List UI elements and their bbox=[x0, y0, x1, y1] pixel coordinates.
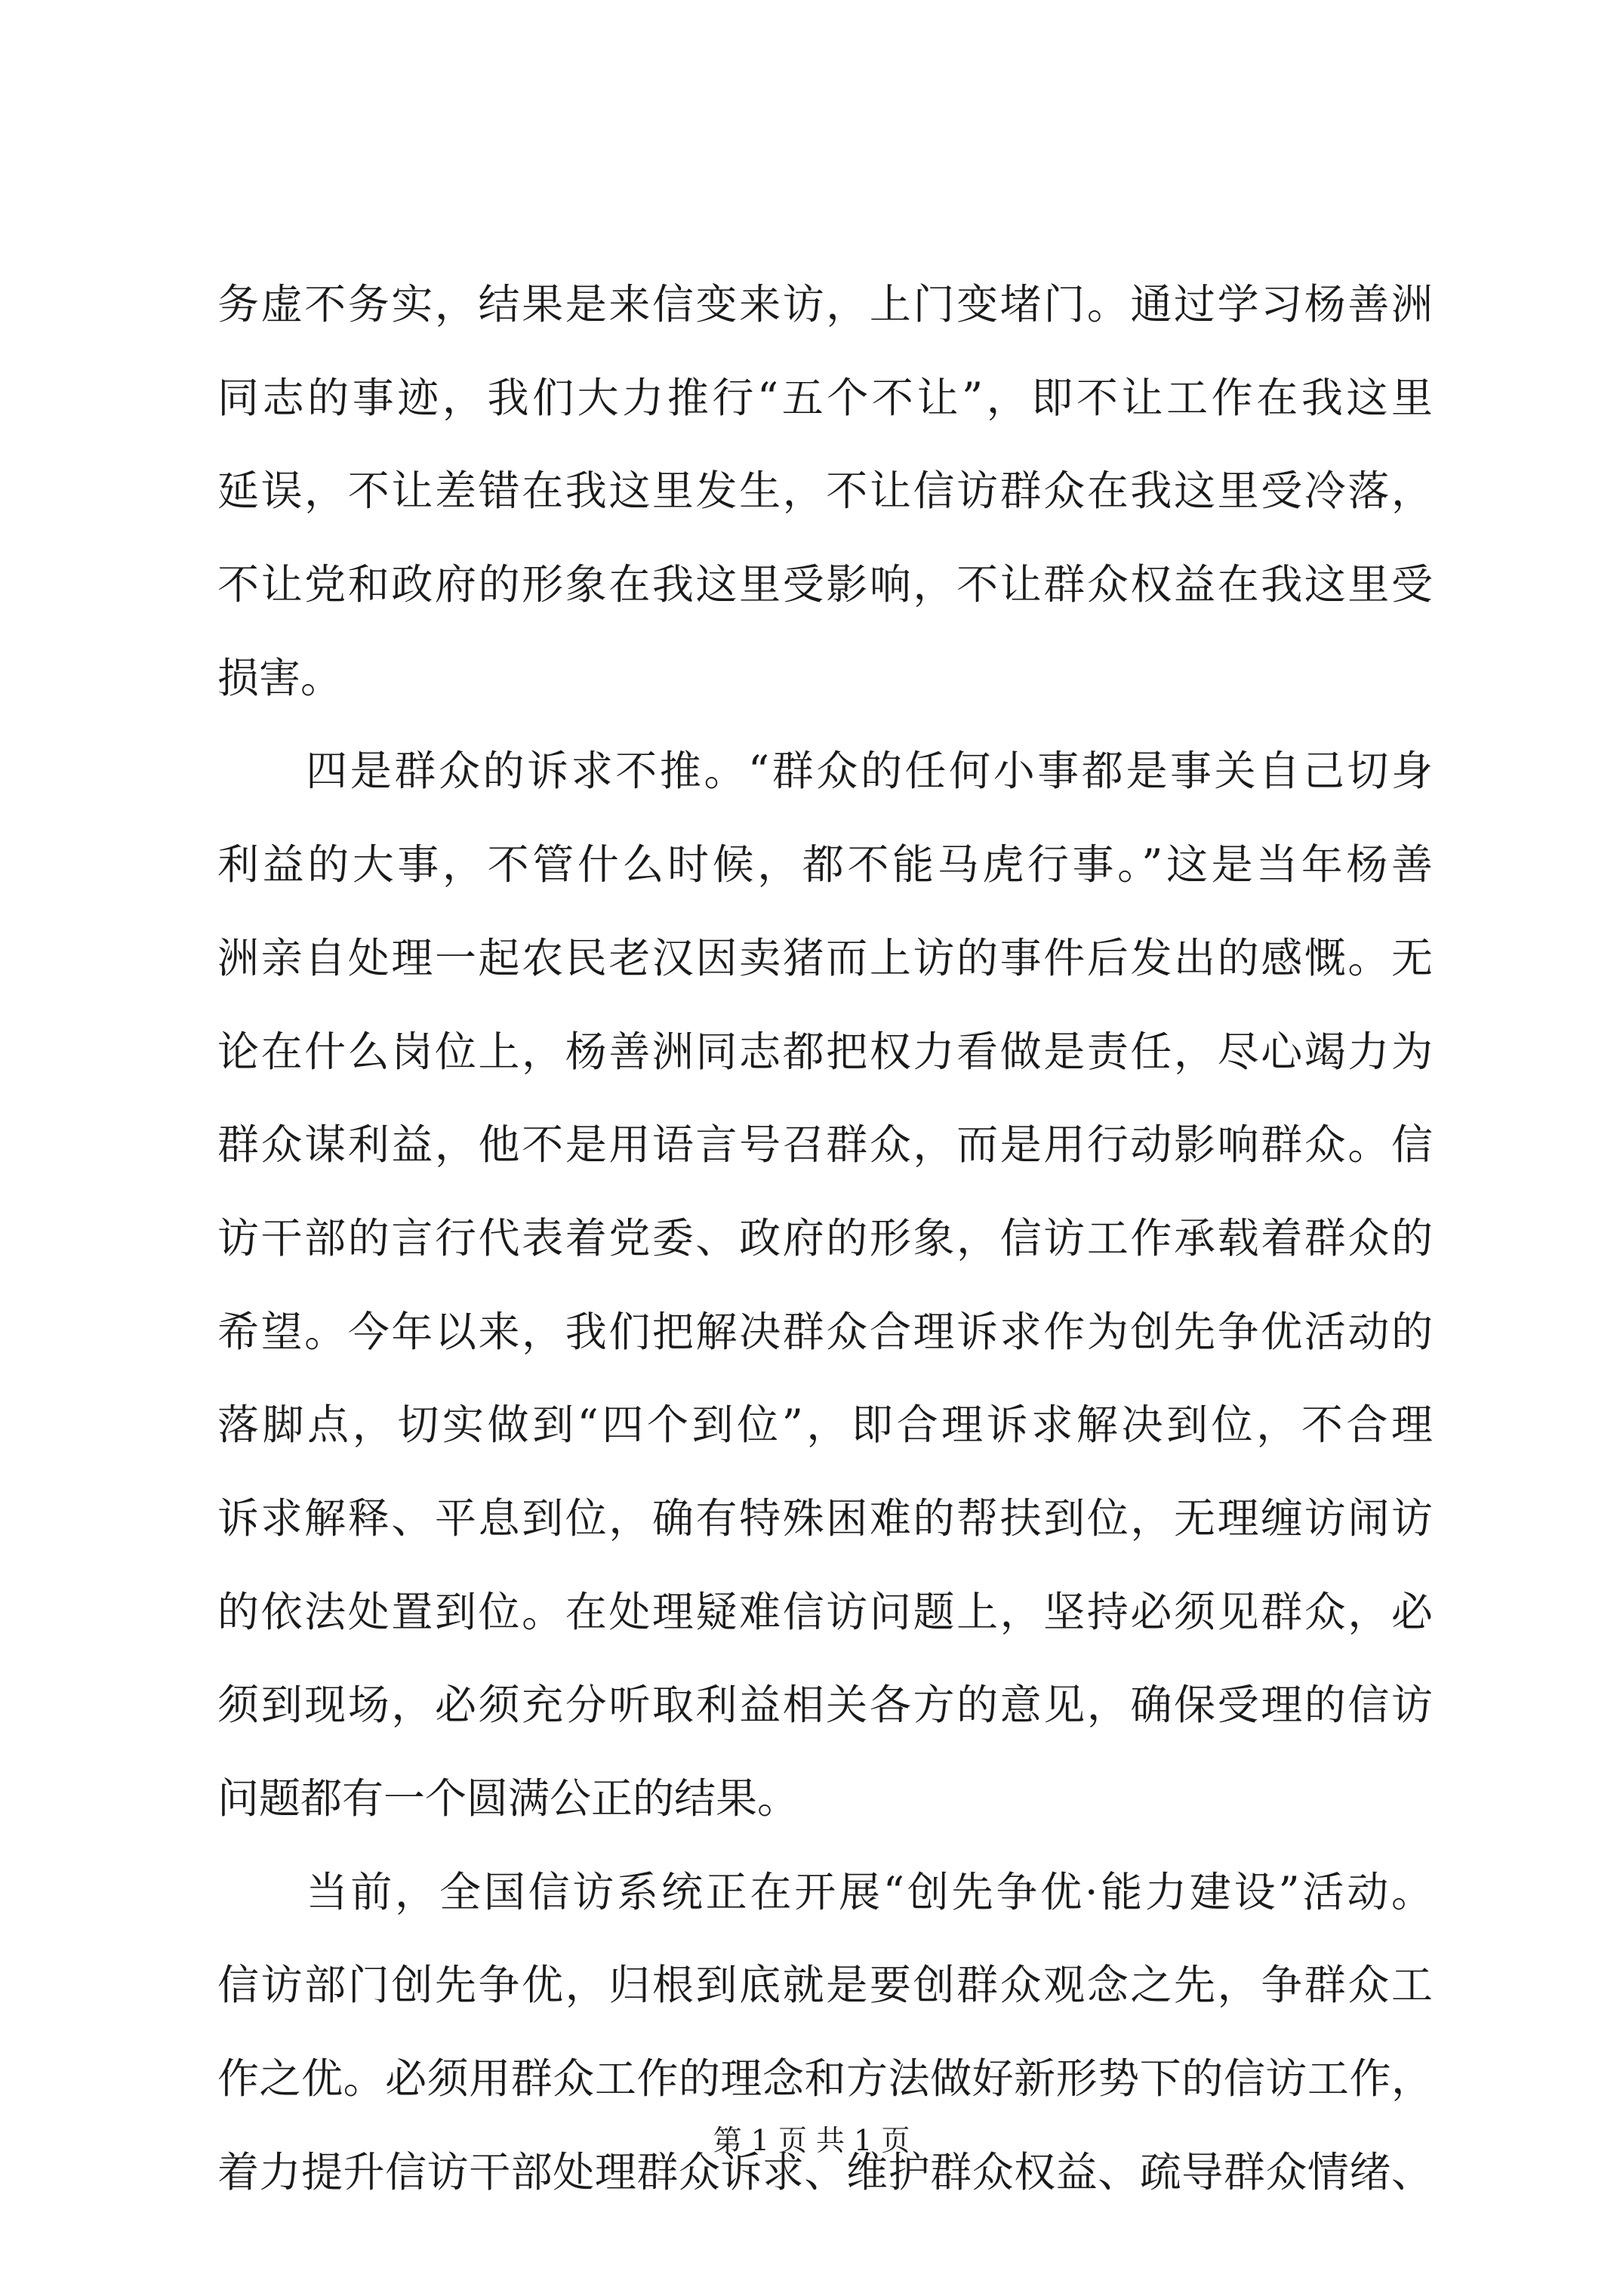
text-line: 同志的事迹，我们大力推行“五个不让”，即不让工作在我这里 bbox=[217, 373, 1433, 422]
text-line: 访干部的言行代表着党委、政府的形象，信访工作承载着群众的 bbox=[217, 1213, 1433, 1262]
text-line: 诉求解释、平息到位，确有特殊困难的帮扶到位，无理缠访闹访 bbox=[217, 1493, 1433, 1542]
text-line: 希望。今年以来，我们把解决群众合理诉求作为创先争优活动的 bbox=[217, 1307, 1433, 1356]
text-line: 延误，不让差错在我这里发生，不让信访群众在我这里受冷落， bbox=[217, 467, 1433, 516]
text-line: 当前，全国信访系统正在开展“创先争优·能力建设”活动。 bbox=[217, 1867, 1433, 1916]
text-line: 问题都有一个圆满公正的结果。 bbox=[217, 1774, 799, 1823]
text-line: 须到现场，必须充分听取利益相关各方的意见，确保受理的信访 bbox=[217, 1681, 1433, 1730]
text-line: 损害。 bbox=[217, 653, 343, 702]
text-line: 论在什么岗位上，杨善洲同志都把权力看做是责任，尽心竭力为 bbox=[217, 1027, 1433, 1076]
text-line: 不让党和政府的形象在我这里受影响，不让群众权益在我这里受 bbox=[217, 560, 1433, 609]
text-line: 利益的大事，不管什么时候，都不能马虎行事。”这是当年杨善 bbox=[217, 840, 1433, 889]
text-line: 信访部门创先争优，归根到底就是要创群众观念之先，争群众工 bbox=[217, 1961, 1433, 2010]
text-line: 的依法处置到位。在处理疑难信访问题上，坚持必须见群众，必 bbox=[217, 1587, 1433, 1636]
body-text bbox=[217, 258, 1433, 2219]
text-line: 着力提升信访干部处理群众诉求、维护群众权益、疏导群众情绪、 bbox=[217, 2147, 1433, 2196]
text-line: 四是群众的诉求不推。“群众的任何小事都是事关自己切身 bbox=[217, 747, 1433, 796]
text-line: 作之优。必须用群众工作的理念和方法做好新形势下的信访工作， bbox=[217, 2054, 1433, 2103]
text-line: 落脚点，切实做到“四个到位”，即合理诉求解决到位，不合理 bbox=[217, 1401, 1433, 1450]
page-footer: 第 1 页 共 1 页 bbox=[713, 2124, 910, 2157]
text-line: 群众谋利益，他不是用语言号召群众，而是用行动影响群众。信 bbox=[217, 1120, 1433, 1170]
text-line: 务虚不务实，结果是来信变来访，上门变堵门。通过学习杨善洲 bbox=[217, 280, 1433, 328]
text-line: 洲亲自处理一起农民老汉因卖猪而上访的事件后发出的感慨。无 bbox=[217, 933, 1433, 982]
